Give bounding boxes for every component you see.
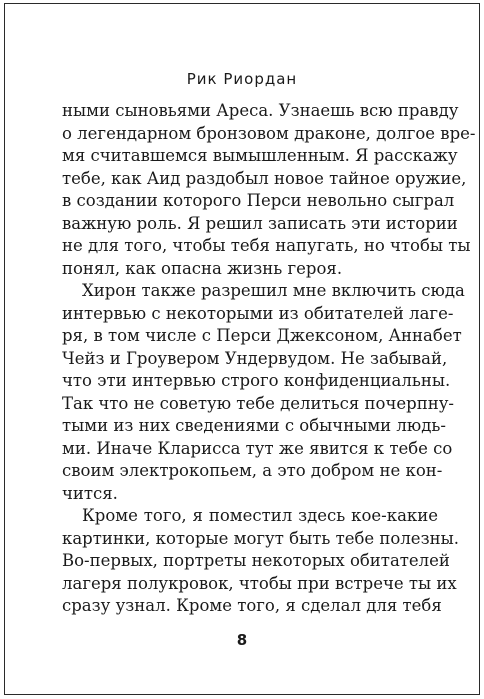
paragraph-3: [62, 505, 459, 618]
text-line: ря, в том числе с Перси Джексоном, Аннабет: [62, 326, 462, 345]
text-line: лагеря полукровок, чтобы при встрече ты их: [62, 573, 457, 593]
book-page: [4, 3, 480, 695]
text-line: картинки, которые могут быть тебе полезны.: [62, 528, 459, 548]
text-line: не для того, чтобы тебя напугать, но чтобы ты: [62, 236, 471, 255]
text-line: тебе, как Аид раздобыл новое тайное оружие,: [62, 168, 467, 188]
text-line: в создании которого Перси невольно сыграл: [62, 191, 455, 210]
text-line: ными сыновьями Ареса. Узнаешь всю правду: [62, 101, 459, 120]
text-line: Кроме того, я поместил здесь кое-какие: [82, 506, 438, 525]
text-line: чится.: [62, 483, 118, 503]
text-line: ми. Иначе Кларисса тут же явится к тебе со: [62, 438, 453, 458]
text-line: что эти интервью строго конфиденциальны.: [62, 371, 451, 390]
text-line: сразу узнал. Кроме того, я сделал для тебя: [62, 596, 442, 615]
text-line: Чейз и Гроувером Ундервудом. Не забывай,: [62, 348, 448, 368]
text-line: важную роль. Я решил записать эти истории: [62, 213, 458, 233]
running-head-author: Рик Риордан: [186, 70, 298, 88]
text-line: о легендарном бронзовом драконе, долгое вре-: [62, 123, 476, 143]
body-text: [62, 100, 476, 618]
paragraph-1: [62, 100, 476, 280]
text-line: своим электрокопьем, а это добром не кон-: [62, 461, 443, 480]
text-line: понял, как опасна жизнь героя.: [62, 258, 343, 278]
text-line: интервью с некоторыми из обитателей лаге-: [62, 303, 454, 323]
paragraph-2: [62, 280, 465, 505]
text-line: Хирон также разрешил мне включить сюда: [82, 281, 465, 300]
page-number: 8: [236, 631, 248, 649]
text-line: тыми из них сведениями с обычными людь-: [62, 416, 446, 435]
text-line: Так что не советую тебе делиться почерпну-: [62, 393, 454, 413]
text-line: Во-первых, портреты некоторых обитателей: [62, 551, 450, 570]
text-line: мя считавшемся вымышленным. Я расскажу: [62, 146, 458, 165]
